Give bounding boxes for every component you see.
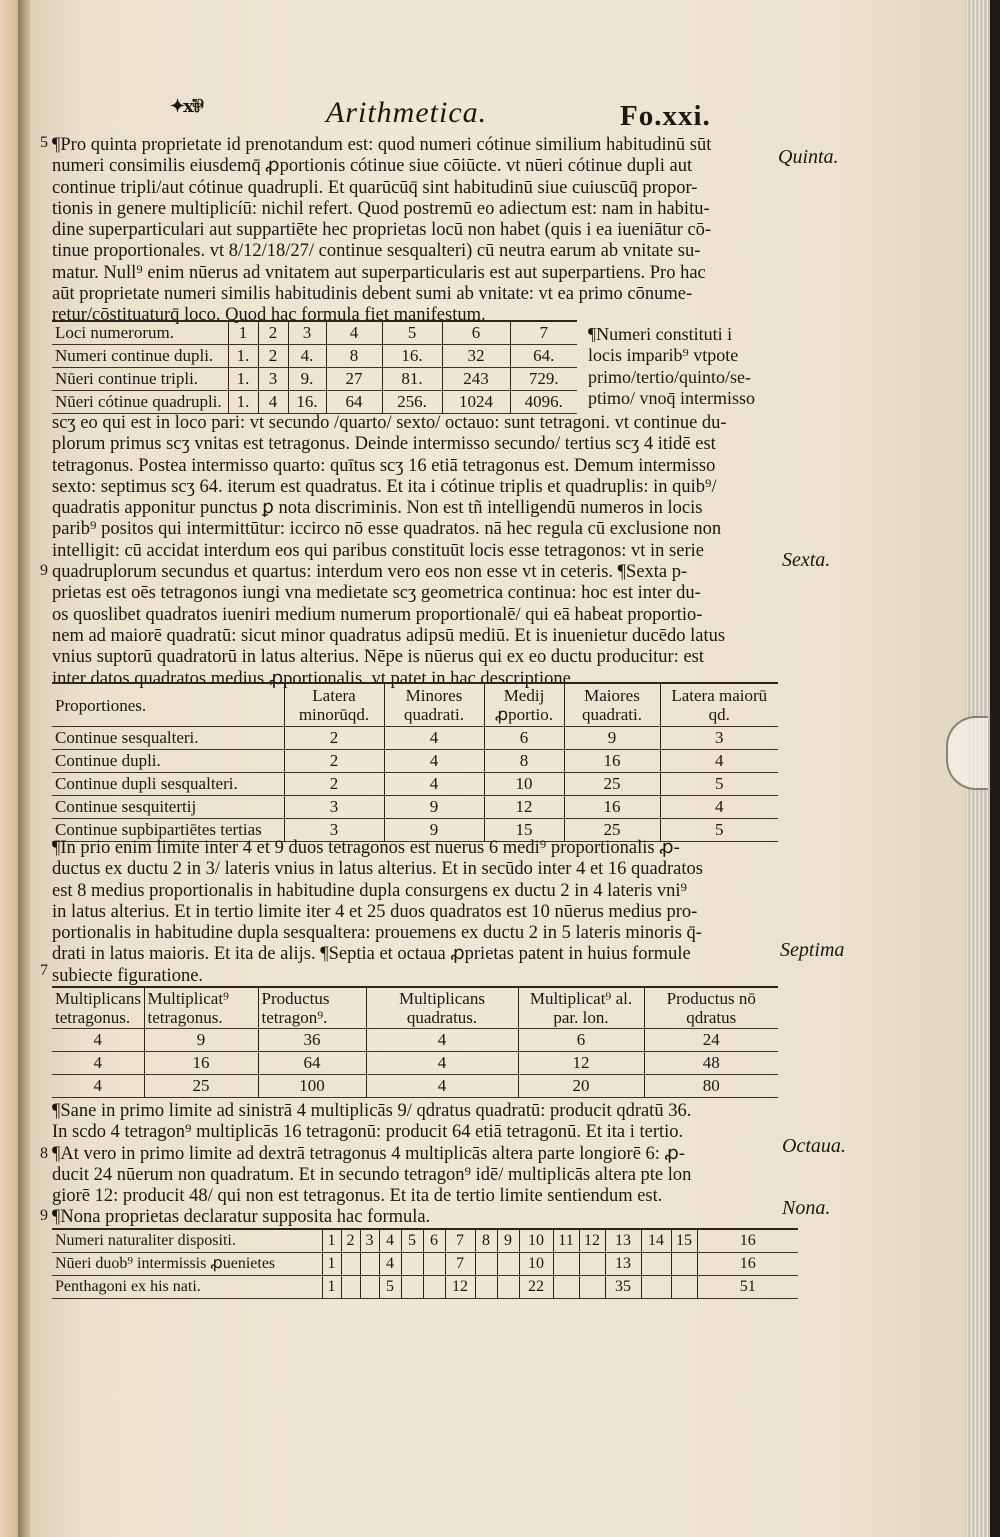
table-cell [341,1253,360,1276]
paragraph-limites [52,838,790,987]
table-loci-numerorum [52,320,577,414]
text-line: prietas est oēs tetragonos iungi vna medietate scʒ geometrica continua: hoc est inter du- [52,583,701,604]
table-cell: 5 [401,1229,423,1253]
table-row [52,1075,778,1098]
margin-numeral-9b: 9 [40,1207,48,1224]
table-cell: 4 [379,1229,401,1253]
table-header-cell: Loci numerorum. [55,323,174,342]
table-cell: 1. [228,391,258,414]
text-line: ¶In prio enim limite inter 4 et 9 duos tetragonos est nūerus 6 medi⁹ proportionalis ꝓ- [52,838,680,858]
text-line: ¶Numeri constituti i [588,324,733,344]
margin-octaua: Octaua. [782,1135,846,1157]
text-line: subiecte figuratione. [52,965,204,986]
table-cell: 1. [228,345,258,368]
table1-side-note [588,324,788,409]
table-cell: 64 [326,391,382,414]
table-cell: 1. [228,368,258,391]
table-cell: 10 [519,1253,553,1276]
table-cell: Numeri continue dupli. [55,346,214,365]
table-cell: Nūeri duob⁹ intermissis ꝓuenietes [55,1255,276,1272]
table-cell: 48 [644,1052,778,1075]
table-cell: 3 [284,796,384,819]
table-row [52,1029,778,1052]
table-cell: 16 [697,1253,798,1276]
table-cell: 4 [93,1030,102,1049]
text-line: sexto: septimus scʒ 64. iterum est quadratus. Et ita i cótinue triplis et quadruplis: in quib⁹/ [52,476,717,497]
table-cell: 25 [564,819,660,842]
table-cell: 20 [518,1075,644,1098]
text-line: vnius suptorū quadratorū in latus alterius. Nēpe is nūerus qui ex eo ductu producitur: est [52,647,704,668]
table-cell: 4 [366,1029,518,1052]
table-row [52,1229,798,1253]
table-cell [423,1253,445,1276]
table-cell: 12 [518,1052,644,1075]
table-cell: 16 [564,750,660,773]
table-cell: 12 [484,796,564,819]
text-line: plorum primus scʒ vnitas est tetragonus. Deinde intermisso secundo/ tertius scʒ 4 itidē est [52,434,716,455]
margin-quinta: Quinta. [778,146,839,168]
table-cell: 22 [519,1276,553,1299]
table-cell: 4 [93,1053,102,1072]
table-header-cell: 2 [258,321,288,345]
table-cell: 4 [384,727,484,750]
table-cell: Nūeri continue tripli. [55,369,199,388]
text-line: est 8 medius proportionalis in habitudine dupla consurgens ex ductu 2 in 4 lateris vni⁹ [52,880,688,901]
table-header-cell: Multiplicat⁹ al. par. lon. [518,987,644,1029]
margin-sexta: Sexta. [782,549,831,571]
text-line: tetragonus. Postea intermisso quarto: quītus scʒ 16 etiā tetragonus est. Demum intermisso [52,455,716,476]
text-line: ducit 24 nūerum non quadratum. Et in secundo tetragon⁹ idē/ multiplicās altera pte lon [52,1164,692,1185]
table-cell: 2 [284,727,384,750]
table-cell: 3 [360,1229,379,1253]
table-cell: 81. [382,368,442,391]
table-cell: 13 [605,1253,641,1276]
table-cell: 16. [288,391,326,414]
table-header-cell: Minores quadrati. [384,683,484,727]
table-cell: 4 [93,1076,102,1095]
table-cell: 16 [144,1052,258,1075]
table-header-cell: 4 [326,321,382,345]
table-cell [641,1253,671,1276]
table-row [52,1052,778,1075]
table-row [52,368,577,391]
table-cell: 16. [382,345,442,368]
text-line: primo/tertio/quinto/se- [588,366,751,387]
table-cell [579,1253,605,1276]
folio-number: Fo.xxi. [620,100,711,132]
table-cell: 4 [366,1075,518,1098]
table-cell: 32 [442,345,510,368]
table-cell [423,1276,445,1299]
text-line: intelligit: cū accidat interdum eos qui paribus constituūt locis esse tetragonos: vt in serie [52,540,704,561]
table-cell: 10 [484,773,564,796]
table-cell: 16 [697,1229,798,1253]
text-line: In scdo 4 tetragon⁹ multiplicās 16 tetragonū: producit 64 etiā tetragonū. Et ita i tertio. [52,1122,684,1143]
table-penthagoni [52,1228,798,1299]
table-cell: 5 [660,773,778,796]
table-cell: 80 [644,1075,778,1098]
table-row [52,773,778,796]
table-cell: 12 [445,1276,475,1299]
table-header-cell: Productus tetragon⁹. [258,987,366,1029]
paragraph-quinta [52,135,790,327]
table-cell: 4 [258,391,288,414]
table-cell: 2 [284,773,384,796]
table-cell: Penthagoni ex his nati. [55,1278,201,1295]
table-cell: 4 [384,773,484,796]
margin-numeral-7: 7 [40,962,48,979]
table-cell: 11 [553,1229,579,1253]
table-cell: Continue dupli. [55,751,161,770]
table-row [52,1253,798,1276]
table-cell: 64. [510,345,577,368]
table-header-cell: Maiores quadrati. [564,683,660,727]
table-cell [401,1276,423,1299]
table-cell: Continue sesqualteri. [55,728,199,747]
table-cell [475,1276,497,1299]
table-header-cell: 7 [510,321,577,345]
text-line: ¶Pro quinta proprietate id prenotandum est: quod numeri cótinue similium habitudinū sūt [52,135,712,155]
table-cell: 6 [484,727,564,750]
text-line: portionalis in habitudine dupla sesqualtera: prouemens ex ductu 2 in 5 lateris minoris q̄- [52,923,702,944]
table-cell: 4 [379,1253,401,1276]
table-cell: 27 [326,368,382,391]
table-cell [497,1253,519,1276]
table-cell [475,1253,497,1276]
table-cell: 8 [475,1229,497,1253]
table-cell: 2 [284,750,384,773]
table-cell [360,1253,379,1276]
table-cell [553,1276,579,1299]
table-cell [497,1276,519,1299]
table-cell: 4 [384,750,484,773]
page-clip [946,716,988,790]
margin-septima: Septima [780,939,845,961]
table-cell: 9 [564,727,660,750]
table-cell: 4 [660,750,778,773]
table-cell: 1 [322,1253,341,1276]
paragraph-octaua [52,1101,790,1229]
table-cell: 3 [660,727,778,750]
table-cell: Numeri naturaliter dispositi. [55,1232,236,1249]
table-cell: 4. [288,345,326,368]
margin-nona: Nona. [782,1197,831,1219]
table-cell: 1024 [442,391,510,414]
text-line: giorē 12: producit 48/ qui non est tetragonus. Et ita de tertio limite sentiendum est. [52,1186,663,1207]
table-cell: 25 [144,1075,258,1098]
table-cell [341,1276,360,1299]
table-header-row [52,683,778,727]
table-cell: 4 [660,796,778,819]
table-cell: 4 [366,1052,518,1075]
table-header-cell: Medij ꝓportio. [484,683,564,727]
table-cell: 4096. [510,391,577,414]
text-line: scʒ eo qui est in loco pari: vt secundo /quarto/ sexto/ octauo: sunt tetragoni. vt continue du- [52,413,727,433]
text-line: continue tripli/aut cótinue quadrupli. Et quarūcūq̄ sint habitudinū siue cuiuscūq̄ propor- [52,177,698,198]
table-cell: 9 [384,819,484,842]
table-cell: 3 [284,819,384,842]
table-header-row [52,987,778,1029]
table-cell [553,1253,579,1276]
text-line: parib⁹ positos qui intermittūtur: iccirco nō esse quadratos. nā hec regula cū exclusione non [52,519,722,540]
table-cell: 6 [423,1229,445,1253]
table-header-cell: Latera maiorū qd. [660,683,778,727]
table-header-cell: Multiplicans tetragonus. [55,989,141,1027]
table-row [52,750,778,773]
table-header-cell: Productus nō qdratus [644,987,778,1029]
table-row [52,391,577,414]
table-cell: 16 [564,796,660,819]
table-cell: 9. [288,368,326,391]
table-row [52,1276,798,1299]
table-cell [360,1276,379,1299]
text-line: locis imparib⁹ vtpote [588,345,739,366]
table-multiplicans [52,986,778,1098]
table-cell: 243 [442,368,510,391]
table-row [52,796,778,819]
table-header-cell: Latera minorūqd. [284,683,384,727]
table-cell: 5 [660,819,778,842]
margin-numeral-5: 5 [40,134,48,151]
text-line: matur. Null⁹ enim nūerus ad vnitatem aut superparticularis est aut superpartiens. Pro hac [52,262,706,283]
table-cell: 6 [518,1029,644,1052]
text-line: ptimo/ vnoq̄ intermisso [588,387,756,408]
table-cell: 51 [697,1276,798,1299]
table-cell: 2 [341,1229,360,1253]
table-cell: 7 [445,1229,475,1253]
table-cell: 729. [510,368,577,391]
table-cell: 9 [497,1229,519,1253]
table-cell: 12 [579,1229,605,1253]
table-cell: Continue sesquitertij [55,797,197,816]
text-line: retur/cōstituaturq̄ loco. Quod hac formula fiet manifestum. [52,305,486,326]
text-line: ¶At vero in primo limite ad dextrā tetragonus 4 multiplicās altera parte longiorē 6: ꝓ- [52,1143,686,1164]
table-header-cell: Proportiones. [55,695,147,715]
margin-numeral-8: 8 [40,1145,48,1162]
table-cell [671,1276,697,1299]
text-line: tionis in genere multiplicíū: nichil refert. Quod postremū eo adiectum est: nam in habitu- [52,198,710,219]
text-line: aūt proprietate numeri similis habitudinis debent sumi ab vnitate: vt ea primo cōnume- [52,284,693,305]
table-cell: 15 [671,1229,697,1253]
table-cell: Continue supbipartiētes tertias [55,820,262,839]
table-cell: 1 [322,1229,341,1253]
table-cell: 64 [258,1052,366,1075]
text-line: inter datos quadratos medius ꝓportionalis. vt patet in hac descriptione. [52,668,576,689]
table-header-cell: 1 [228,321,258,345]
table-cell: 2 [258,345,288,368]
table-cell: 15 [484,819,564,842]
table-cell: 3 [258,368,288,391]
table-cell [641,1276,671,1299]
table-cell: 13 [605,1229,641,1253]
table-header-row [52,321,577,345]
table-cell [401,1253,423,1276]
table-header-cell: 5 [382,321,442,345]
table-cell: 10 [519,1229,553,1253]
table-cell [671,1253,697,1276]
table-row [52,727,778,750]
text-line: ductus ex ductu 2 in 3/ lateris vnius in latus alterius. Et in secūdo inter 4 et 16 quadratos [52,859,703,880]
table-cell: 9 [144,1029,258,1052]
table-cell: 14 [641,1229,671,1253]
table-cell: 1 [322,1276,341,1299]
table-header-cell: Multiplicans quadratus. [366,987,518,1029]
table-cell: 25 [564,773,660,796]
table-proportiones [52,682,778,842]
table-cell: 7 [445,1253,475,1276]
text-line: quadratis apponitur punctus ꝑ nota discriminis. Non est tñ intelligendū numeros in locis [52,498,703,519]
table-cell: 36 [258,1029,366,1052]
text-line: drati in latus maioris. Et ita de alijs. ¶Septia et octaua ꝓprietas patent in huius formule [52,944,691,965]
table-cell: 9 [384,796,484,819]
text-line: nem ad maiorē quadratū: sicut minor quadratus adipsū mediū. Et is inuenietur ducēdo latus [52,625,726,646]
margin-numeral-9: 9 [40,562,48,579]
table-cell: 24 [644,1029,778,1052]
table-cell: Continue dupli sesqualteri. [55,774,238,793]
text-line: dine superparticulari aut suppartiēte hec proprietas locū non habet (quis i ea iueniātur cō- [52,220,712,241]
running-title: Arithmetica. [326,96,488,129]
paragraph-sexta [52,413,790,690]
table-header-cell: Multiplicat⁹ tetragonus. [144,987,258,1029]
text-line: in latus alterius. Et in tertio limite iter 4 et 25 duos quadratos est 10 nūerus medius pro- [52,901,698,922]
text-line: ¶Sane in primo limite ad sinistrā 4 multiplicās 9/ qdratus quadratū: producit qdratū 36. [52,1101,692,1121]
table-header-cell: 6 [442,321,510,345]
table-cell [579,1276,605,1299]
table-row [52,345,577,368]
text-line: numeri consimilis eiusdemq̄ ꝓportionis cótinue siue cōiūcte. vt nūeri cótinue dupli aut [52,156,693,177]
table-cell: 100 [258,1075,366,1098]
text-line: tinue proportionales. vt 8/12/18/27/ continue sesqualteri) cū neutra earum ab vnitate su- [52,241,701,262]
table-cell: Nūeri cótinue quadrupli. [55,392,222,411]
table-cell: 5 [379,1276,401,1299]
table-cell: 8 [326,345,382,368]
text-line: quadruplorum secundus et quartus: interdum vero eos non esse vt in ceteris. ¶Sexta p- [52,562,688,583]
table-cell: 35 [605,1276,641,1299]
pen-mark: ✦ⅹ⅌ [170,96,202,116]
table-cell: 8 [484,750,564,773]
text-line: os quoslibet quadratos iueniri medium numerum proportionalē/ qui eā habeat proportio- [52,604,703,625]
table-header-cell: 3 [288,321,326,345]
table-cell: 256. [382,391,442,414]
text-line: ¶Nona proprietas declaratur supposita hac formula. [52,1207,431,1228]
